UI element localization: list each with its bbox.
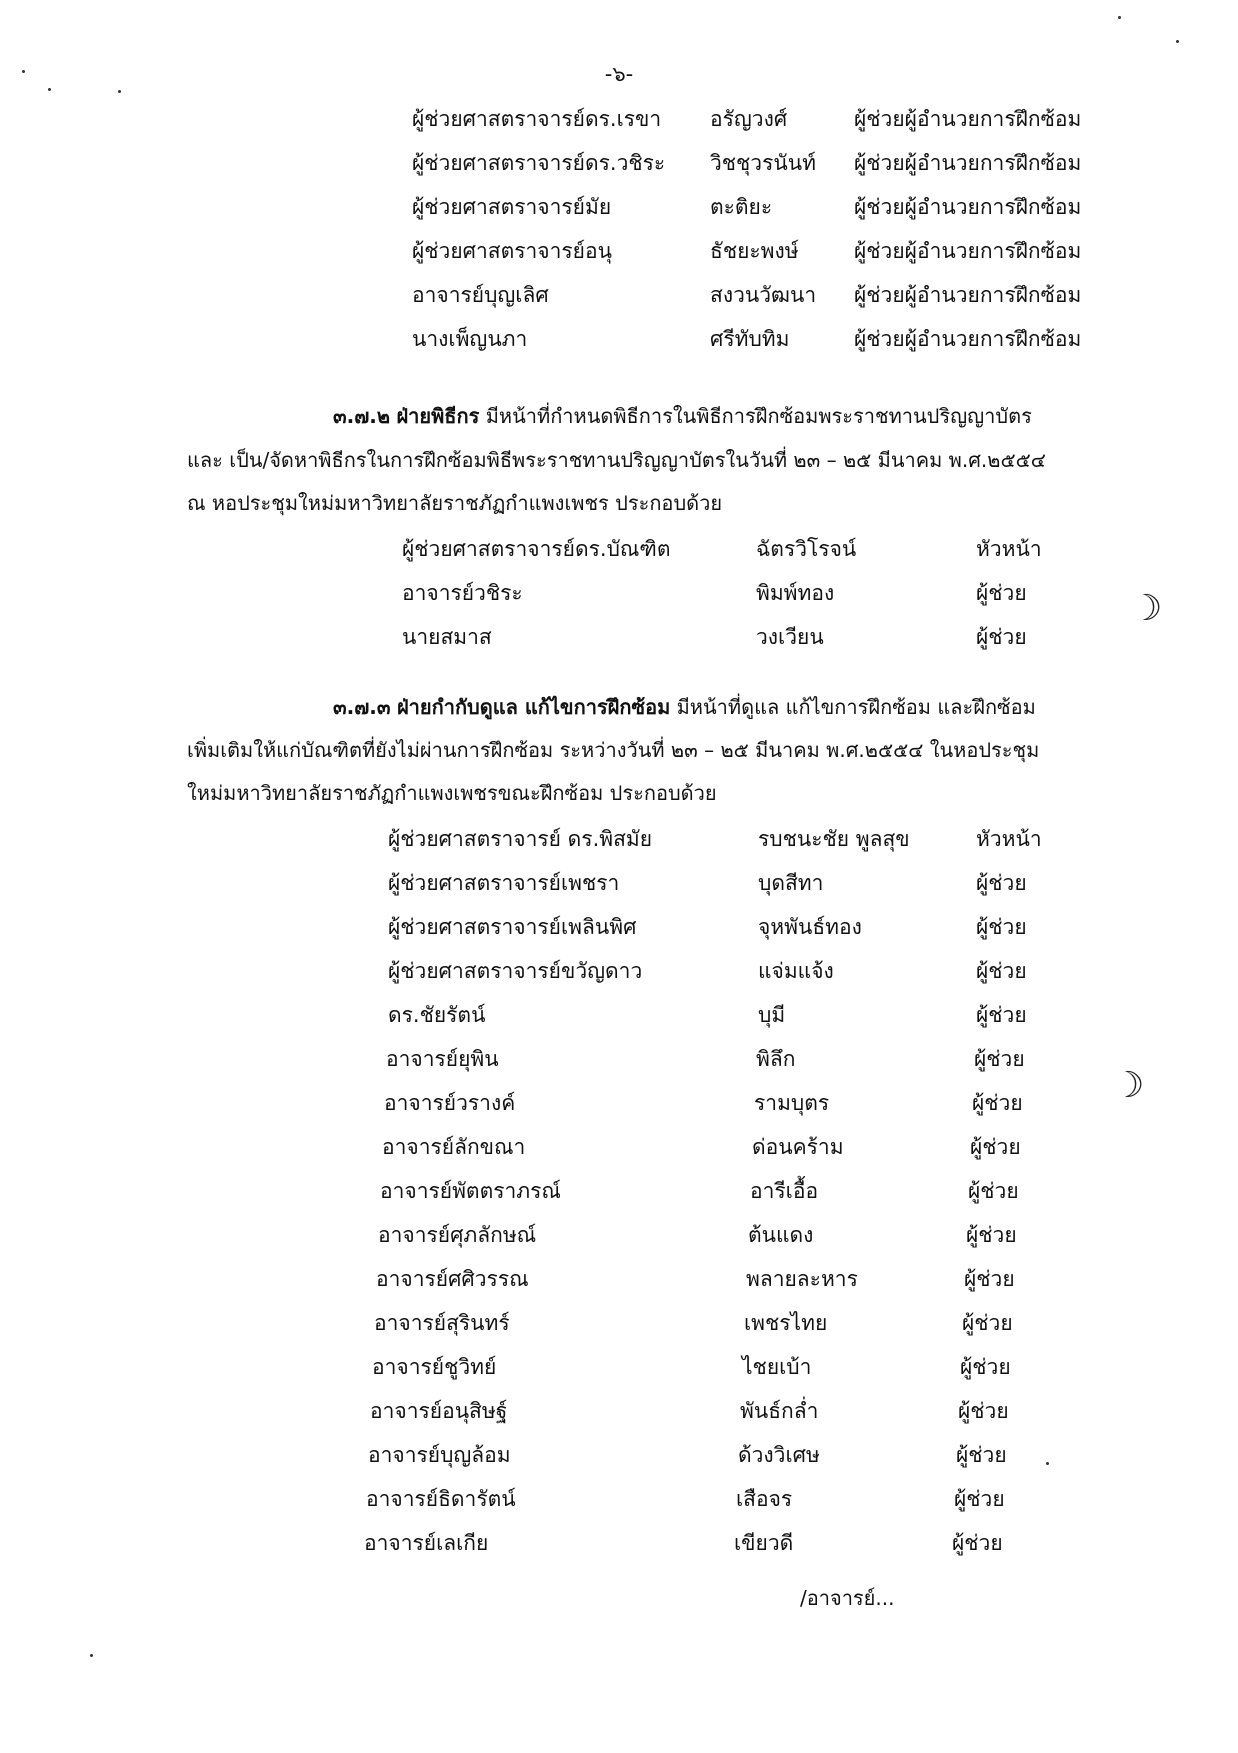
list-item <box>386 1042 1066 1076</box>
scan-speck <box>48 88 51 91</box>
member-role: ผู้ช่วย <box>956 1443 1007 1467</box>
list-item <box>412 234 1082 268</box>
member-role: ผู้ช่วยผู้อำนวยการฝึกซ้อม <box>854 107 1082 131</box>
member-name: อาจารย์พัตตราภรณ์ <box>380 1179 561 1203</box>
member-surname: จุหพันธ์ทอง <box>758 915 862 939</box>
list-item <box>384 1086 1064 1120</box>
scan-speck <box>1046 1462 1049 1465</box>
member-surname: ด้วงวิเศษ <box>738 1443 820 1467</box>
list-item <box>402 532 1062 566</box>
member-role: ผู้ช่วย <box>960 1355 1011 1379</box>
member-name: อาจารย์อนุสิษฐ์ <box>370 1399 508 1423</box>
list-item <box>364 1526 1044 1560</box>
section-desc: มีหน้าที่ดูแล แก้ไขการฝึกซ้อม และฝึกซ้อม <box>676 695 1036 719</box>
member-name: อาจารย์สุรินทร์ <box>374 1311 510 1335</box>
section-desc: มีหน้าที่กำหนดพิธีการในพิธีการฝึกซ้อมพระราชทานปริญญาบัตร <box>485 404 1032 428</box>
member-name: นางเพ็ญนภา <box>412 327 528 351</box>
member-name: อาจารย์วรางค์ <box>384 1091 516 1115</box>
member-name: อาจารย์เลเกีย <box>364 1531 489 1555</box>
member-role: ผู้ช่วย <box>976 915 1027 939</box>
member-surname: เพชรไทย <box>744 1311 828 1335</box>
member-role: หัวหน้า <box>976 827 1042 851</box>
member-surname: ศรีทับทิม <box>710 327 790 351</box>
list-item <box>382 1130 1062 1164</box>
member-role: ผู้ช่วย <box>976 959 1027 983</box>
member-surname: ด่อนคร้าม <box>752 1135 844 1159</box>
list-item <box>412 278 1082 312</box>
member-surname: แจ่มแจ้ง <box>758 959 834 983</box>
member-name: ผู้ช่วยศาสตราจารย์ดร.บัณฑิต <box>402 537 671 561</box>
member-surname: พิมพ์ทอง <box>756 581 835 605</box>
list-item <box>412 190 1082 224</box>
member-role: ผู้ช่วยผู้อำนวยการฝึกซ้อม <box>854 151 1082 175</box>
member-surname: บุดสีทา <box>758 871 824 895</box>
list-item <box>402 576 1062 610</box>
member-name: อาจารย์ธิดารัตน์ <box>366 1487 516 1511</box>
member-surname: บุมี <box>758 1003 786 1027</box>
paragraph-line: และ เป็น/จัดหาพิธีกรในการฝึกซ้อมพิธีพระราชทานปริญญาบัตรในวันที่ ๒๓ – ๒๕ มีนาคม พ.ศ.๒๕๕๔ <box>187 448 1046 472</box>
list-item <box>388 866 1068 900</box>
member-role: ผู้ช่วย <box>974 1047 1025 1071</box>
list-item <box>372 1350 1052 1384</box>
list-item <box>388 998 1068 1032</box>
member-name: อาจารย์ศศิวรรณ <box>376 1267 529 1291</box>
scan-artifact: ☽ <box>1112 1065 1145 1106</box>
member-name: ดร.ชัยรัตน์ <box>388 1003 486 1027</box>
member-name: ผู้ช่วยศาสตราจารย์มัย <box>412 195 612 219</box>
member-name: ผู้ช่วยศาสตราจารย์เพชรา <box>388 871 620 895</box>
section-number: ๓.๗.๒ <box>333 404 391 428</box>
member-name: ผู้ช่วยศาสตราจารย์เพลินพิศ <box>388 915 637 939</box>
section-heading-line <box>333 399 1032 433</box>
list-item <box>378 1218 1058 1252</box>
member-role: ผู้ช่วย <box>976 871 1027 895</box>
member-name: อาจารย์ศุภลักษณ์ <box>378 1223 537 1247</box>
list-item <box>388 954 1068 988</box>
member-role: ผู้ช่วยผู้อำนวยการฝึกซ้อม <box>854 239 1082 263</box>
member-name: อาจารย์ยุพิน <box>386 1047 499 1071</box>
member-role: ผู้ช่วย <box>952 1531 1003 1555</box>
scan-speck <box>1118 16 1121 19</box>
member-role: ผู้ช่วย <box>976 581 1027 605</box>
member-name: อาจารย์ชูวิทย์ <box>372 1355 497 1379</box>
member-surname: พลายละหาร <box>746 1267 858 1291</box>
list-item <box>366 1482 1046 1516</box>
scan-speck <box>118 90 121 93</box>
list-item <box>376 1262 1056 1296</box>
list-item <box>374 1306 1054 1340</box>
paragraph-line: ใหม่มหาวิทยาลัยราชภัฏกำแพงเพชรขณะฝึกซ้อม ประกอบด้วย <box>187 781 717 805</box>
section-title: ฝ่ายกำกับดูแล แก้ไขการฝึกซ้อม <box>396 695 671 719</box>
member-role: ผู้ช่วย <box>976 625 1027 649</box>
member-role: ผู้ช่วย <box>954 1487 1005 1511</box>
member-surname: ต้นแดง <box>748 1223 814 1247</box>
member-role: ผู้ช่วย <box>968 1179 1019 1203</box>
member-role: ผู้ช่วย <box>966 1223 1017 1247</box>
member-name: อาจารย์วชิระ <box>402 581 523 605</box>
member-name: อาจารย์บุญล้อม <box>368 1443 511 1467</box>
scan-speck <box>22 70 25 73</box>
member-name: นายสมาส <box>402 625 492 649</box>
list-item <box>412 102 1082 136</box>
list-item <box>402 620 1062 654</box>
page-number: -๖- <box>604 62 634 86</box>
member-surname: พิลึก <box>756 1047 796 1071</box>
member-role: ผู้ช่วย <box>958 1399 1009 1423</box>
member-surname: ฉัตรวิโรจน์ <box>756 537 857 561</box>
list-item <box>368 1438 1048 1472</box>
list-item <box>412 322 1082 356</box>
member-surname: ธัชยะพงษ์ <box>710 239 799 263</box>
section-title: ฝ่ายพิธีกร <box>396 404 480 428</box>
member-surname: ไชยเบ้า <box>742 1355 812 1379</box>
section-number: ๓.๗.๓ <box>333 695 391 719</box>
member-name: ผู้ช่วยศาสตราจารย์ขวัญดาว <box>388 959 643 983</box>
list-item <box>388 822 1068 856</box>
member-surname: อารีเอื้อ <box>750 1179 819 1203</box>
member-role: ผู้ช่วย <box>964 1267 1015 1291</box>
scan-speck <box>1176 40 1179 43</box>
member-role: ผู้ช่วย <box>972 1091 1023 1115</box>
section-heading-line <box>333 690 1036 724</box>
scan-speck <box>90 1654 93 1657</box>
member-surname: วงเวียน <box>756 625 824 649</box>
member-role: ผู้ช่วยผู้อำนวยการฝึกซ้อม <box>854 327 1082 351</box>
member-role: ผู้ช่วย <box>962 1311 1013 1335</box>
member-surname: สงวนวัฒนา <box>710 283 817 307</box>
member-role: ผู้ช่วย <box>976 1003 1027 1027</box>
member-role: หัวหน้า <box>976 537 1042 561</box>
member-name: ผู้ช่วยศาสตราจารย์ ดร.พิสมัย <box>388 827 653 851</box>
continuation-note: /อาจารย์... <box>800 1586 895 1610</box>
member-surname: เขียวดี <box>734 1531 794 1555</box>
member-name: อาจารย์บุญเลิศ <box>412 283 549 307</box>
list-item <box>380 1174 1060 1208</box>
member-surname: พันธ์กล่ำ <box>740 1399 819 1423</box>
scan-artifact: ☽ <box>1130 588 1163 629</box>
member-surname: ตะติยะ <box>710 195 773 219</box>
member-name: อาจารย์ลักขณา <box>382 1135 526 1159</box>
member-surname: อรัญวงศ์ <box>710 107 788 131</box>
member-surname: เสือจร <box>736 1487 793 1511</box>
member-name: ผู้ช่วยศาสตราจารย์ดร.วชิระ <box>412 151 666 175</box>
list-item <box>370 1394 1050 1428</box>
paragraph-line: เพิ่มเติมให้แก่บัณฑิตที่ยังไม่ผ่านการฝึกซ้อม ระหว่างวันที่ ๒๓ – ๒๕ มีนาคม พ.ศ.๒๕๕๔ ในหอประชุม <box>187 738 1040 762</box>
paragraph-line: ณ หอประชุมใหม่มหาวิทยาลัยราชภัฏกำแพงเพชร ประกอบด้วย <box>187 491 723 515</box>
member-role: ผู้ช่วย <box>970 1135 1021 1159</box>
member-role: ผู้ช่วยผู้อำนวยการฝึกซ้อม <box>854 283 1082 307</box>
member-role: ผู้ช่วยผู้อำนวยการฝึกซ้อม <box>854 195 1082 219</box>
member-name: ผู้ช่วยศาสตราจารย์ดร.เรขา <box>412 107 662 131</box>
member-name: ผู้ช่วยศาสตราจารย์อนุ <box>412 239 612 263</box>
member-surname: รบชนะชัย พูลสุข <box>758 827 910 851</box>
member-surname: รามบุตร <box>754 1091 830 1115</box>
list-item <box>388 910 1068 944</box>
list-item <box>412 146 1082 180</box>
member-surname: วิชชุวรนันท์ <box>710 151 816 175</box>
